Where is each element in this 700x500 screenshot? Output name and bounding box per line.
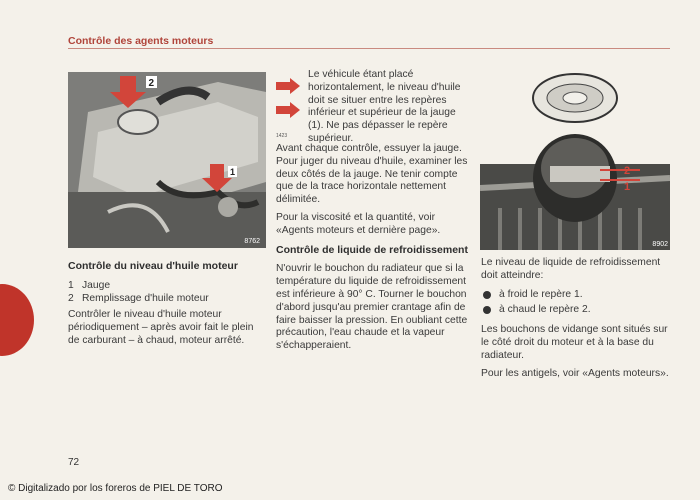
level-paragraph: Le véhicule étant placé horizontalement, le niveau d'huile doit se situer entre les repères inférieur et supérieur de la jauge (1). Ne pas dépasser le repère supérieur. [308, 69, 461, 144]
arrow-right-icon [276, 78, 300, 94]
cap-callout-1: 1 [624, 181, 631, 193]
list-item: à froid le repère 1. [481, 289, 671, 302]
page-number: 72 [68, 457, 80, 468]
viscosity-paragraph: Pour la viscosité et la quantité, voir «Agents moteurs et dernière page». [276, 211, 441, 236]
list-item: à chaud le repère 2. [481, 304, 671, 317]
oil-heading: Contrôle du niveau d'huile moteur [68, 260, 238, 272]
coolant-paragraph: N'ouvrir le bouchon du radiateur que si la température du liquide de refroidissement est inférieure à 90° C. Tourner le bouchon d'abord jusqu'au premier crantage afin de faire baisser la pression. En oubliant cette précaution, l'eau chaude et la vapeur s'échapperaient. [276, 263, 468, 352]
page-edge-tab [0, 284, 34, 356]
list-item: 1 Jauge [68, 279, 111, 291]
drain-paragraph: Les bouchons de vidange sont situés sur le côté droit du moteur et à la base du radiateur. [481, 324, 668, 361]
column-oil-intro [308, 69, 468, 151]
coolant-heading: Contrôle de liquide de refroidissement [276, 243, 468, 256]
callout-1: 1 [230, 167, 236, 177]
column-oil [68, 260, 264, 353]
coolant-level-paragraph: Le niveau de liquide de refroidissement doit atteindre: [481, 257, 661, 281]
arrow-right-icon [276, 102, 300, 118]
column-oil-check [276, 143, 468, 358]
figure-code: 8762 [244, 238, 260, 245]
callout-2: 2 [148, 78, 155, 89]
bullet-icon [483, 291, 491, 299]
engine-oil-photo [68, 72, 266, 248]
list-item: 2 Remplissage d'huile moteur [68, 292, 209, 304]
header-rule [68, 48, 670, 49]
footer-credit: © Digitalizado por los foreros de PIEL DE TORO [8, 483, 223, 494]
section-header: Contrôle des agents moteurs [68, 35, 214, 47]
cap-figure-code: 8902 [652, 241, 668, 248]
oil-paragraph: Contrôler le niveau d'huile moteur périodiquement – après avoir fait le plein de carburant – à chaud, moteur arrêté. [68, 309, 254, 346]
cap-callout-2: 2 [624, 165, 631, 177]
radiator-cap-figure [480, 68, 670, 250]
column-coolant [481, 257, 671, 385]
small-code: 1423 [276, 133, 288, 139]
antifreeze-paragraph: Pour les antigels, voir «Agents moteurs». [481, 367, 669, 379]
bullet-icon [483, 306, 491, 314]
dipstick-paragraph: Avant chaque contrôle, essuyer la jauge. Pour juger du niveau d'huile, examiner les deux côtés de la jauge. Ne tenir compte que de la trace horizontale nettement délimitée. [276, 143, 468, 206]
